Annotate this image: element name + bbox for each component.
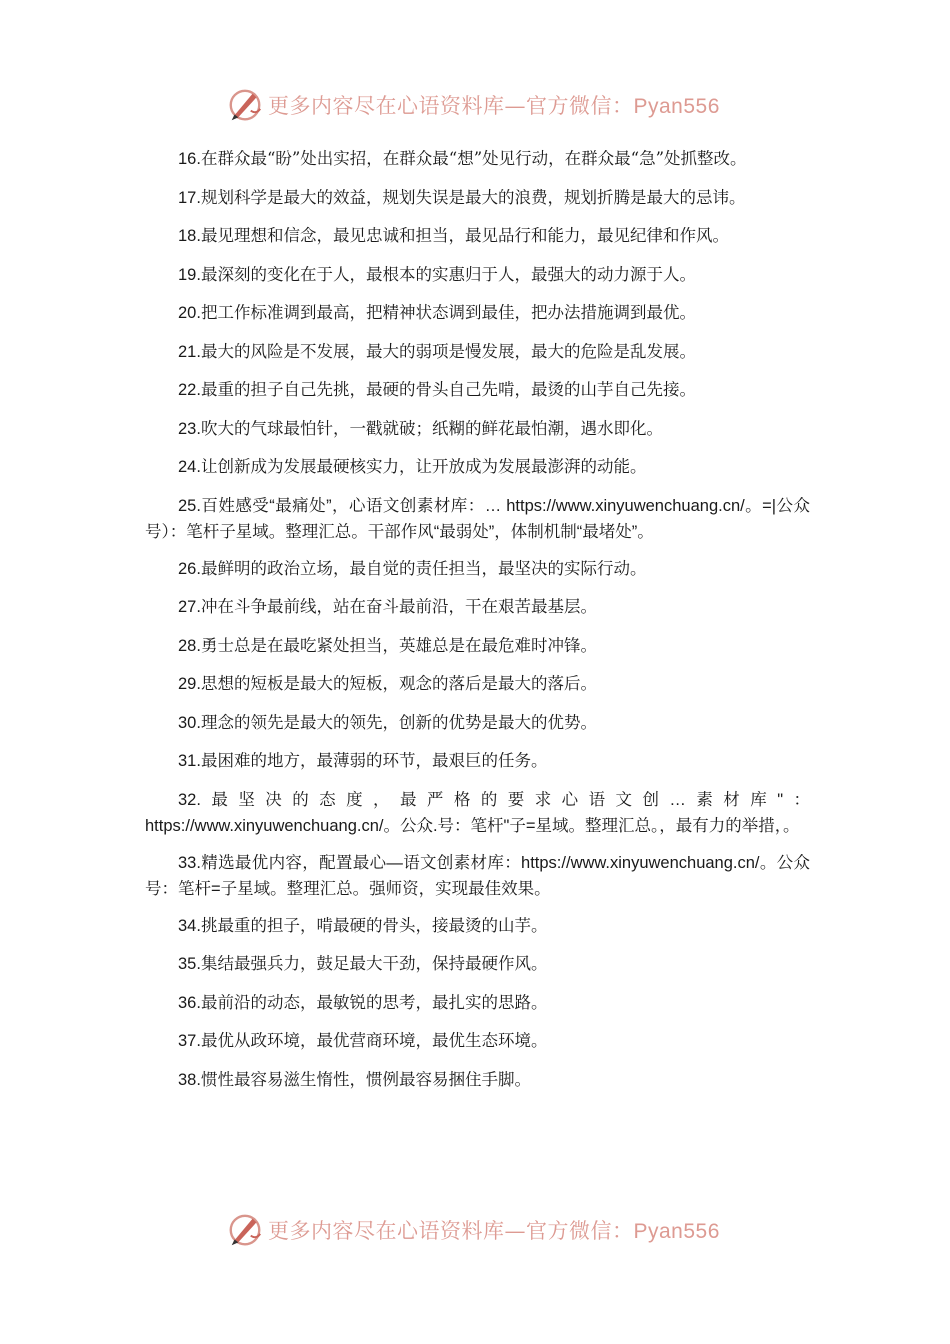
list-item: 19.最深刻的变化在于人，最根本的实惠归于人，最强大的动力源于人。	[178, 264, 696, 284]
header-text: 更多内容尽在心语资料库—官方微信：Pyan556	[268, 94, 720, 118]
footer-text: 更多内容尽在心语资料库—官方微信：Pyan556	[268, 1219, 720, 1243]
list-item: 27.冲在斗争最前线，站在奋斗最前沿，干在艰苦最基层。	[178, 597, 597, 616]
header-banner	[226, 85, 726, 125]
list-item: 23.吹大的气球最怕针，一戳就破；纸糊的鲜花最怕潮，遇水即化。	[178, 418, 663, 438]
list-item: 28.勇士总是在最吃紧处担当，英雄总是在最危难时冲锋。	[178, 635, 597, 655]
footer-handle: Pyan556	[633, 1220, 720, 1243]
list-item: 31.最困难的地方，最薄弱的环节，最艰巨的任务。	[178, 751, 548, 770]
list-item: 37.最优从政环境，最优营商环境，最优生态环境。	[178, 1031, 548, 1050]
list-item: 22.最重的担子自己先挑，最硬的骨头自己先啃，最烫的山芋自己先接。	[178, 380, 696, 399]
list-item: 30.理念的领先是最大的领先，创新的优势是最大的优势。	[178, 712, 597, 732]
list-item: 21.最大的风险是不发展，最大的弱项是慢发展，最大的危险是乱发展。	[178, 341, 696, 361]
list-item: 34.挑最重的担子，啃最硬的骨头，接最烫的山芋。	[178, 915, 548, 935]
pen-logo-icon	[226, 86, 264, 124]
list-item: 18.最见理想和信念，最见忠诚和担当，最见品行和能力，最见纪律和作风。	[178, 226, 729, 245]
footer-banner	[226, 1210, 726, 1250]
list-item: 25.百姓感受“最痛处”，心语文创素材库：… https://www.xinyuwenchuang.cn/。=|公众号）：笔杆子星域。整理汇总。干部作风“最弱处”，体制机制“最堵处”。	[145, 496, 810, 541]
document-body	[145, 146, 810, 1105]
list-item: 24.让创新成为发展最硬核实力，让开放成为发展最澎湃的动能。	[178, 457, 647, 476]
list-item: 32.最坚决的态度，最严格的要求心语文创…素材库"：https://www.xinyuwenchuang.cn/。公众.号：笔杆"子=星域。整理汇总。，最有力的举措，。	[145, 790, 810, 835]
list-item: 38.惯性最容易滋生惰性，惯例最容易捆住手脚。	[178, 1069, 531, 1089]
list-item: 35.集结最强兵力，鼓足最大干劲，保持最硬作风。	[178, 954, 548, 973]
list-item: 17.规划科学是最大的效益，规划失误是最大的浪费，规划折腾是最大的忌讳。	[178, 187, 746, 207]
list-item: 36.最前沿的动态，最敏锐的思考，最扎实的思路。	[178, 992, 548, 1012]
list-item: 20.把工作标准调到最高，把精神状态调到最佳，把办法措施调到最优。	[178, 303, 696, 322]
header-handle: Pyan556	[633, 95, 720, 118]
list-item: 26.最鲜明的政治立场，最自觉的责任担当，最坚决的实际行动。	[178, 558, 647, 578]
list-item: 29.思想的短板是最大的短板，观念的落后是最大的落后。	[178, 674, 597, 693]
list-item: 33.精选最优内容，配置最心—语文创素材库：https://www.xinyuwenchuang.cn/。公众号：笔杆=子星域。整理汇总。强师资，实现最佳效果。	[145, 853, 810, 898]
list-item: 16.在群众最“盼”处出实招，在群众最“想”处见行动，在群众最“急”处抓整改。	[178, 149, 747, 168]
pen-logo-icon	[226, 1211, 264, 1249]
